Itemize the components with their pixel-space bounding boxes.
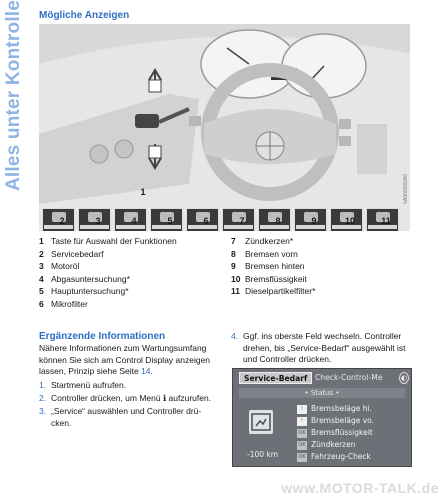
callout-10: 10	[344, 216, 355, 226]
control-display-screen	[232, 368, 412, 467]
list-item[interactable]: ! Bremsbeläge vo.	[297, 415, 407, 426]
warning-badge-icon: !	[297, 417, 307, 426]
callout-8: 8	[275, 216, 281, 226]
legend-item: 11 Dieselpartikelfilter*	[231, 286, 316, 296]
list-item[interactable]: OK Zündkerzen	[298, 440, 356, 449]
service-need-icon	[249, 410, 273, 434]
legend-item: 2 Servicebedarf	[39, 248, 104, 259]
step-1: 1. Startmenü aufrufen.	[39, 380, 127, 390]
tab-service-bedarf[interactable]: Service-Bedarf	[239, 372, 312, 384]
callout-5: 5	[167, 216, 173, 226]
list-item[interactable]: ! Bremsbeläge hi.	[297, 403, 407, 414]
legend-item: 3 Motoröl	[39, 261, 80, 271]
callout-11: 11	[381, 216, 391, 226]
intro-paragraph: Nähere Informationen zum Wartungsumfang können Sie sich am Control Display anzeigen lassen, Prinzip siehe Seite 14.	[39, 343, 211, 376]
step-2: 2. Controller drücken, um Menü ℹ aufzurufen.	[39, 393, 212, 403]
tab-check-control[interactable]: Check-Control-Me	[315, 373, 383, 382]
dashboard-illustration	[39, 24, 410, 231]
ok-badge-icon: OK	[298, 453, 306, 460]
step-4: 4. Ggf. ins oberste Feld wechseln. Controller drehen, bis „Service-Bedarf“ ausgewählt ist und Controller drücken.	[231, 331, 406, 364]
list-item[interactable]: OK Bremsflüssigkeit	[298, 428, 373, 437]
callout-7: 7	[239, 216, 245, 226]
section-heading-ergaenzende-informationen: Ergänzende Informationen	[39, 331, 166, 342]
legend-right	[231, 235, 315, 298]
callout-2: 2	[59, 216, 65, 226]
warning-badge-icon: !	[297, 405, 307, 414]
legend-item: 5 Hauptuntersuchung*	[39, 286, 129, 296]
dashboard-figure	[39, 24, 410, 231]
callout-1: 1	[140, 187, 146, 197]
legend-item: 7 Zündkerzen*	[231, 236, 294, 246]
side-tab	[0, 0, 22, 500]
controller-icon: ◐	[400, 374, 408, 382]
status-row[interactable]: • Status •	[239, 388, 405, 398]
section-heading-moegliche-anzeigen: Mögliche Anzeigen	[39, 10, 130, 21]
remaining-distance: -100 km	[247, 450, 279, 459]
callout-3: 3	[95, 216, 101, 226]
watermark: www.MOTOR-TALK.de	[281, 480, 439, 496]
list-item[interactable]: OK Fahrzeug-Check	[298, 452, 371, 461]
callout-4: 4	[131, 216, 137, 226]
callout-9: 9	[311, 216, 317, 226]
legend-item: 1 Taste für Auswahl der Funktionen	[39, 236, 177, 246]
legend-item: 10 Bremsflüssigkeit	[231, 273, 307, 284]
legend-item: 4 Abgasuntersuchung*	[39, 273, 130, 284]
side-tab-title: Alles unter Kontrolle	[3, 0, 24, 191]
legend-item: 9 Bremsen hinten	[231, 261, 305, 271]
legend-left	[39, 235, 177, 310]
legend-item: 6 Mikrofilter	[39, 298, 88, 309]
legend-item: 8 Bremsen vorn	[231, 248, 298, 259]
ok-badge-icon: OK	[298, 441, 306, 448]
ok-badge-icon: OK	[298, 429, 306, 436]
step-3: 3. „Service“ auswählen und Controller drü- cken.	[39, 406, 202, 428]
figure-code: VA00000DA0	[403, 174, 409, 204]
callout-6: 6	[203, 216, 209, 226]
page-link[interactable]: 14	[141, 366, 151, 376]
